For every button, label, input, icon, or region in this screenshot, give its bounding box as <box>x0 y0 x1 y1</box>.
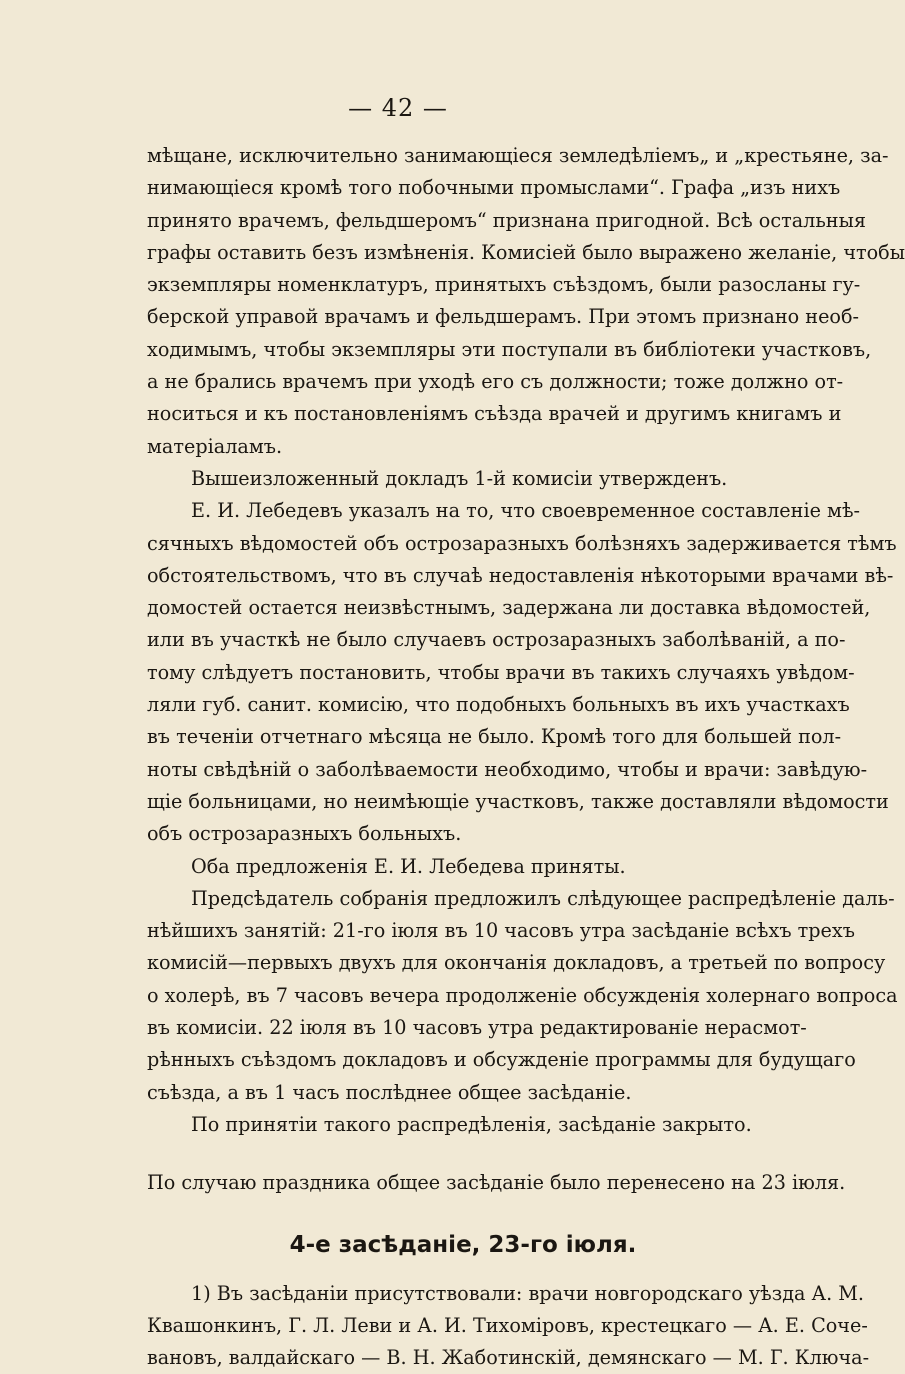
text-line: матеріаламъ. <box>147 431 779 463</box>
paragraph <box>147 1109 779 1141</box>
text-line: графы оставить безъ измѣненія. Комисіей было выражено желаніе, чтобы <box>147 237 779 269</box>
text-line: ходимымъ, чтобы экземпляры эти поступали въ библіотеки участковъ, <box>147 334 779 366</box>
text-line: или въ участкѣ не было случаевъ острозаразныхъ заболѣваній, а по- <box>147 624 779 656</box>
spacer <box>147 1200 779 1226</box>
paragraphs <box>147 140 779 1141</box>
text-line: комисій—первыхъ двухъ для окончанія докладовъ, а третьей по вопросу <box>147 947 779 979</box>
text-line: ноты свѣдѣній о заболѣваемости необходимо, чтобы и врачи: завѣдую- <box>147 754 779 786</box>
final-paragraph <box>147 1278 779 1374</box>
text-line: Предсѣдатель собранія предложилъ слѣдующее распредѣленіе даль- <box>147 883 779 915</box>
text-line: вановъ, валдайскаго — В. Н. Жаботинскій, демянскаго — М. Г. Ключа- <box>147 1342 779 1374</box>
text-line: По принятіи такого распредѣленія, засѣданіе закрыто. <box>147 1109 779 1141</box>
paragraph <box>147 140 779 463</box>
spacer <box>147 1141 779 1167</box>
page-number: — 42 — <box>0 94 796 122</box>
paragraph <box>147 851 779 883</box>
text-line: нимающіеся кромѣ того побочными промыслами“. Графа „изъ нихъ <box>147 172 779 204</box>
text-line: Квашонкинъ, Г. Л. Леви и А. И. Тихоміровъ, крестецкаго — А. Е. Соче- <box>147 1310 779 1342</box>
text-line: обстоятельствомъ, что въ случаѣ недоставленія нѣкоторыми врачами вѣ- <box>147 560 779 592</box>
text-line: тому слѣдуетъ постановить, чтобы врачи въ такихъ случаяхъ увѣдом- <box>147 657 779 689</box>
paragraph <box>147 463 779 495</box>
paragraph <box>147 495 779 850</box>
text-line: щіе больницами, но неимѣющіе участковъ, также доставляли вѣдомости <box>147 786 779 818</box>
text-line: нѣйшихъ занятій: 21-го іюля въ 10 часовъ утра засѣданіе всѣхъ трехъ <box>147 915 779 947</box>
paragraph <box>147 883 779 1109</box>
text-line: ляли губ. санит. комисію, что подобныхъ больныхъ въ ихъ участкахъ <box>147 689 779 721</box>
text-line: съѣзда, а въ 1 часъ послѣднее общее засѣданіе. <box>147 1077 779 1109</box>
text-line: мѣщане, исключительно занимающіеся земледѣліемъ„ и „крестьяне, за- <box>147 140 779 172</box>
text-line: сячныхъ вѣдомостей объ острозаразныхъ болѣзняхъ задерживается тѣмъ <box>147 528 779 560</box>
body-text <box>147 140 779 1374</box>
text-line: домостей остается неизвѣстнымъ, задержана ли доставка вѣдомостей, <box>147 592 779 624</box>
text-line: экземпляры номенклатуръ, принятыхъ съѣздомъ, были разосланы гу- <box>147 269 779 301</box>
text-line: Е. И. Лебедевъ указалъ на то, что своевременное составленіе мѣ- <box>147 495 779 527</box>
holiday-notice: По случаю праздника общее засѣданіе было перенесено на 23 іюля. <box>147 1167 779 1199</box>
text-line: берской управой врачамъ и фельдшерамъ. При этомъ признано необ- <box>147 301 779 333</box>
text-line: принято врачемъ, фельдшеромъ“ признана пригодной. Всѣ остальныя <box>147 205 779 237</box>
text-line: въ комисіи. 22 іюля въ 10 часовъ утра редактированіе нерасмот- <box>147 1012 779 1044</box>
section-heading: 4-е засѣданіе, 23-го іюля. <box>147 1226 779 1264</box>
text-line: рѣнныхъ съѣздомъ докладовъ и обсужденіе программы для будущаго <box>147 1044 779 1076</box>
text-line: носиться и къ постановленіямъ съѣзда врачей и другимъ книгамъ и <box>147 398 779 430</box>
text-line: Оба предложенія Е. И. Лебедева приняты. <box>147 851 779 883</box>
spacer <box>147 1264 779 1278</box>
text-line: объ острозаразныхъ больныхъ. <box>147 818 779 850</box>
text-line: о холерѣ, въ 7 часовъ вечера продолженіе обсужденія холернаго вопроса <box>147 980 779 1012</box>
text-line: 1) Въ засѣданіи присутствовали: врачи новгородскаго уѣзда А. М. <box>147 1278 779 1310</box>
text-line: въ теченіи отчетнаго мѣсяца не было. Кромѣ того для большей пол- <box>147 721 779 753</box>
text-line: Вышеизложенный докладъ 1-й комисіи утвержденъ. <box>147 463 779 495</box>
text-line: а не брались врачемъ при уходѣ его съ должности; тоже должно от- <box>147 366 779 398</box>
